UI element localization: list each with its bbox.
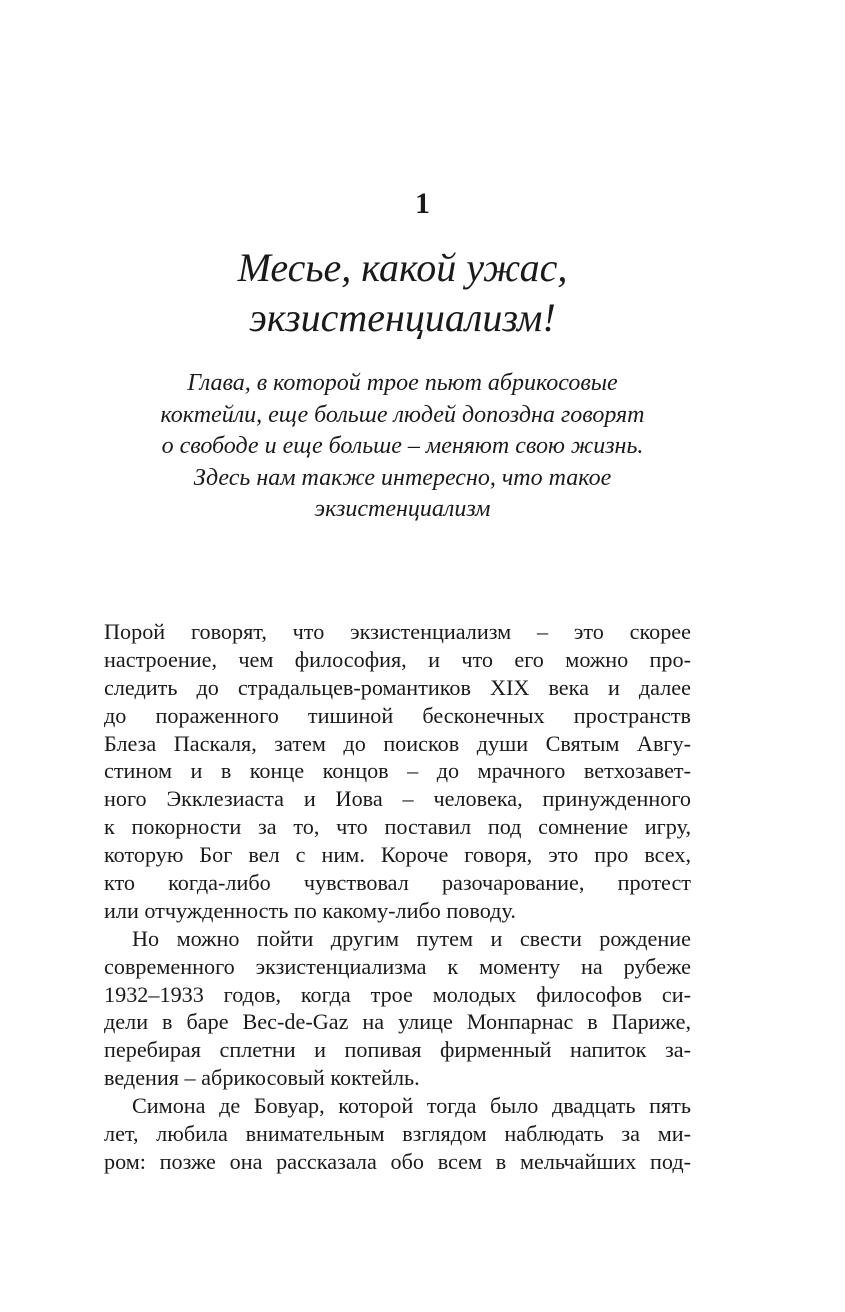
body-text (104, 618, 691, 1176)
text-line: которую Бог вел с ним. Короче говоря, это про всех, (104, 842, 691, 868)
text-line: настроение, чем философия, и что его можно про- (104, 646, 691, 672)
chapter-title (100, 243, 705, 343)
text-line: Блеза Паскаля, затем до поисков души Святым Авгу- (104, 730, 691, 756)
text-line: дели в баре Bec-de-Gaz на улице Монпарнас в Париже, (104, 1009, 691, 1035)
text-line: или отчужденность по какому-либо поводу. (104, 897, 516, 923)
text-line: современного экзистенциализма к моменту на рубеже (104, 953, 691, 979)
text-line: следить до страдальцев-романтиков XIX века и далее (104, 674, 691, 700)
paragraph-2 (104, 925, 691, 1092)
chapter-title-line: Месье, какой ужас, (237, 245, 568, 290)
subtitle-line: коктейли, еще больше людей допоздна говорят (160, 401, 645, 428)
text-line: ведения – абрикосовый коктейль. (104, 1065, 420, 1091)
text-line: ного Экклезиаста и Иова – человека, принужденного (104, 786, 691, 812)
text-line: до пораженного тишиной бесконечных пространств (104, 702, 691, 728)
text-line: ром: позже она рассказала обо всем в мельчайших под- (104, 1148, 691, 1174)
text-line: лет, любила внимательным взглядом наблюдать за ми- (104, 1121, 691, 1147)
subtitle-line: о свободе и еще больше – меняют свою жизнь. (161, 433, 644, 459)
text-line: кто когда-либо чувствовал разочарование, протест (104, 870, 691, 896)
chapter-number: 1 (415, 187, 430, 220)
text-line: к покорности за то, что поставил под сомнение игру, (104, 814, 691, 840)
text-line: стином и в конце концов – до мрачного ветхозавет- (104, 758, 691, 784)
text-line: 1932–1933 годов, когда трое молодых философов си- (104, 981, 691, 1007)
text-line: Симона де Бовуар, которой тогда было двадцать пять (132, 1093, 691, 1119)
paragraph-1 (104, 618, 691, 925)
chapter-subtitle (110, 368, 695, 526)
subtitle-line: Здесь нам также интересно, что такое (193, 464, 612, 491)
text-line: Но можно пойти другим путем и свести рождение (132, 925, 691, 951)
text-line: перебирая сплетни и попивая фирменный напиток за- (104, 1037, 691, 1063)
subtitle-line: Глава, в которой трое пьют абрикосовые (187, 370, 618, 396)
paragraph-3 (104, 1092, 691, 1176)
text-line: Порой говорят, что экзистенциализм – это скорее (104, 619, 691, 644)
chapter-title-line: экзистенциализм! (249, 295, 556, 340)
subtitle-line: экзистенциализм (314, 496, 491, 522)
